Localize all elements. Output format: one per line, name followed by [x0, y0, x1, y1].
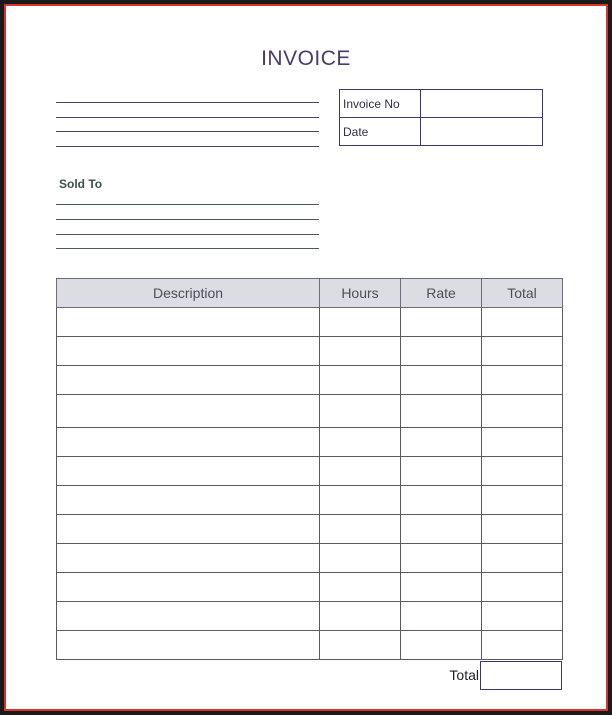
- rate-cell[interactable]: [401, 602, 482, 631]
- table-row: [57, 573, 563, 602]
- total-cell[interactable]: [482, 631, 563, 660]
- sold-to-line[interactable]: [56, 219, 319, 220]
- address-line[interactable]: [56, 102, 319, 103]
- rate-cell[interactable]: [401, 515, 482, 544]
- invoice-title: INVOICE: [261, 47, 351, 70]
- description-cell[interactable]: [57, 573, 320, 602]
- table-row: [57, 457, 563, 486]
- line-items-table: [56, 278, 563, 660]
- description-cell[interactable]: [57, 486, 320, 515]
- description-cell[interactable]: [57, 602, 320, 631]
- invoice-no-label: Invoice No: [340, 90, 421, 118]
- hours-cell[interactable]: [320, 337, 401, 366]
- sold-to-line[interactable]: [56, 234, 319, 235]
- total-cell[interactable]: [482, 308, 563, 337]
- total-cell[interactable]: [482, 366, 563, 395]
- date-label: Date: [340, 118, 421, 146]
- description-cell[interactable]: [57, 631, 320, 660]
- hours-cell[interactable]: [320, 428, 401, 457]
- address-line[interactable]: [56, 131, 319, 132]
- description-cell[interactable]: [57, 366, 320, 395]
- table-row: [57, 366, 563, 395]
- table-row: [57, 308, 563, 337]
- description-cell[interactable]: [57, 308, 320, 337]
- total-cell[interactable]: [482, 602, 563, 631]
- rate-cell[interactable]: [401, 395, 482, 428]
- total-cell[interactable]: [482, 337, 563, 366]
- table-row: [57, 515, 563, 544]
- rate-cell[interactable]: [401, 544, 482, 573]
- grand-total-label: Total: [449, 667, 479, 683]
- sold-to-line[interactable]: [56, 204, 319, 205]
- table-row: [57, 631, 563, 660]
- rate-cell[interactable]: [401, 631, 482, 660]
- table-row: [57, 337, 563, 366]
- rate-cell[interactable]: [401, 308, 482, 337]
- hours-cell[interactable]: [320, 631, 401, 660]
- rate-cell[interactable]: [401, 457, 482, 486]
- address-line[interactable]: [56, 146, 319, 147]
- grand-total-field[interactable]: [480, 661, 562, 690]
- description-cell[interactable]: [57, 544, 320, 573]
- grand-total: [420, 661, 562, 690]
- hours-cell[interactable]: [320, 486, 401, 515]
- column-header-description: Description: [57, 279, 320, 308]
- table-row: [57, 428, 563, 457]
- column-header-hours: Hours: [320, 279, 401, 308]
- hours-cell[interactable]: [320, 395, 401, 428]
- description-cell[interactable]: [57, 457, 320, 486]
- date-field[interactable]: [421, 118, 543, 146]
- rate-cell[interactable]: [401, 366, 482, 395]
- table-row: [57, 602, 563, 631]
- rate-cell[interactable]: [401, 428, 482, 457]
- total-cell[interactable]: [482, 544, 563, 573]
- column-header-total: Total: [482, 279, 563, 308]
- total-cell[interactable]: [482, 428, 563, 457]
- date-row: [340, 118, 543, 146]
- table-header-row: [57, 279, 563, 308]
- hours-cell[interactable]: [320, 308, 401, 337]
- hours-cell[interactable]: [320, 457, 401, 486]
- sold-to-label: Sold To: [59, 177, 103, 191]
- table-row: [57, 486, 563, 515]
- hours-cell[interactable]: [320, 544, 401, 573]
- total-cell[interactable]: [482, 395, 563, 428]
- invoice-no-row: [340, 90, 543, 118]
- invoice-no-field[interactable]: [421, 90, 543, 118]
- description-cell[interactable]: [57, 428, 320, 457]
- rate-cell[interactable]: [401, 573, 482, 602]
- rate-cell[interactable]: [401, 337, 482, 366]
- hours-cell[interactable]: [320, 602, 401, 631]
- address-line[interactable]: [56, 117, 319, 118]
- column-header-rate: Rate: [401, 279, 482, 308]
- sold-to-line[interactable]: [56, 248, 319, 249]
- hours-cell[interactable]: [320, 573, 401, 602]
- description-cell[interactable]: [57, 337, 320, 366]
- hours-cell[interactable]: [320, 366, 401, 395]
- total-cell[interactable]: [482, 515, 563, 544]
- description-cell[interactable]: [57, 395, 320, 428]
- total-cell[interactable]: [482, 486, 563, 515]
- description-cell[interactable]: [57, 515, 320, 544]
- invoice-meta-table: [339, 89, 543, 146]
- total-cell[interactable]: [482, 457, 563, 486]
- rate-cell[interactable]: [401, 486, 482, 515]
- table-row: [57, 544, 563, 573]
- line-items-body: [57, 308, 563, 660]
- hours-cell[interactable]: [320, 515, 401, 544]
- total-cell[interactable]: [482, 573, 563, 602]
- table-row: [57, 395, 563, 428]
